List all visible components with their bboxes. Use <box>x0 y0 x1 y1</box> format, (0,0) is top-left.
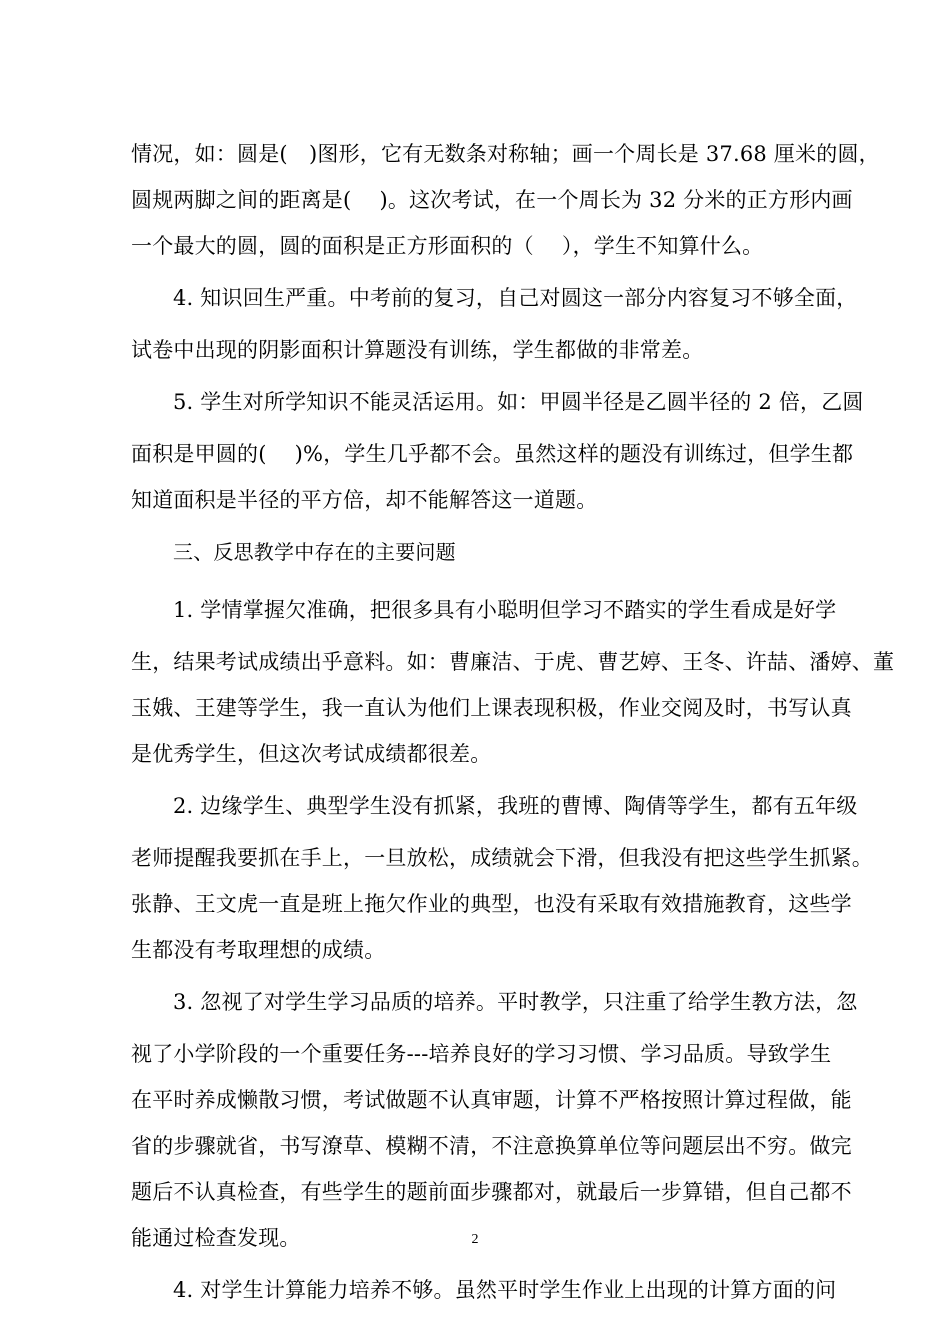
text-line: 视了小学阶段的一个重要任务---培养良好的学习习惯、学习品质。导致学生 <box>131 1042 832 1066</box>
paragraph-start: 3. 忽视了对学生学习品质的培养。平时教学，只注重了给学生教方法，忽 <box>173 990 858 1014</box>
paragraph-start: 4. 知识回生严重。中考前的复习，自己对圆这一部分内容复习不够全面， <box>173 286 858 310</box>
text-line: 一个最大的圆，圆的面积是正方形面积的（ ），学生不知算什么。 <box>131 234 764 258</box>
text-line: 玉娥、王建等学生，我一直认为他们上课表现积极，作业交阅及时，书写认真 <box>131 696 852 720</box>
paragraph-start: 5. 学生对所学知识不能灵活运用。如：甲圆半径是乙圆半径的 2 倍，乙圆 <box>173 390 864 414</box>
paragraph-start: 4. 对学生计算能力培养不够。虽然平时学生作业上出现的计算方面的问 <box>173 1278 837 1302</box>
text-line: 面积是甲圆的( )%，学生几乎都不会。虽然这样的题没有训练过，但学生都 <box>131 442 854 466</box>
text-line: 题后不认真检查，有些学生的题前面步骤都对，就最后一步算错，但自己都不 <box>131 1180 852 1204</box>
text-line: 圆规两脚之间的距离是( )。这次考试，在一个周长为 32 分米的正方形内画 <box>131 188 853 212</box>
text-line: 生都没有考取理想的成绩。 <box>131 938 386 962</box>
text-line: 试卷中出现的阴影面积计算题没有训练，学生都做的非常差。 <box>131 338 704 362</box>
text-line: 老师提醒我要抓在手上，一旦放松，成绩就会下滑，但我没有把这些学生抓紧。 <box>131 846 873 870</box>
text-line: 生，结果考试成绩出乎意料。如：曹廉洁、于虎、曹艺婷、王冬、许喆、潘婷、董 <box>131 650 895 674</box>
document-body <box>131 131 895 1319</box>
section-heading: 三、反思教学中存在的主要问题 <box>173 540 456 564</box>
text-line: 知道面积是半径的平方倍，却不能解答这一道题。 <box>131 488 598 512</box>
text-line: 是优秀学生，但这次考试成绩都很差。 <box>131 742 492 766</box>
page-number: 2 <box>471 1232 479 1247</box>
text-line: 在平时养成懒散习惯，考试做题不认真审题，计算不严格按照计算过程做，能 <box>131 1088 852 1112</box>
text-line: 张静、王文虎一直是班上拖欠作业的典型，也没有采取有效措施教育，这些学 <box>131 892 852 916</box>
paragraph-start: 2. 边缘学生、典型学生没有抓紧，我班的曹博、陶倩等学生，都有五年级 <box>173 794 858 818</box>
paragraph-start: 1. 学情掌握欠准确，把很多具有小聪明但学习不踏实的学生看成是好学 <box>173 598 837 622</box>
text-line: 能通过检查发现。 <box>131 1226 301 1250</box>
text-line: 省的步骤就省，书写潦草、模糊不清，不注意换算单位等问题层出不穷。做完 <box>131 1134 852 1158</box>
text-line: 情况，如：圆是( )图形，它有无数条对称轴；画一个周长是 37.68 厘米的圆， <box>131 142 880 166</box>
